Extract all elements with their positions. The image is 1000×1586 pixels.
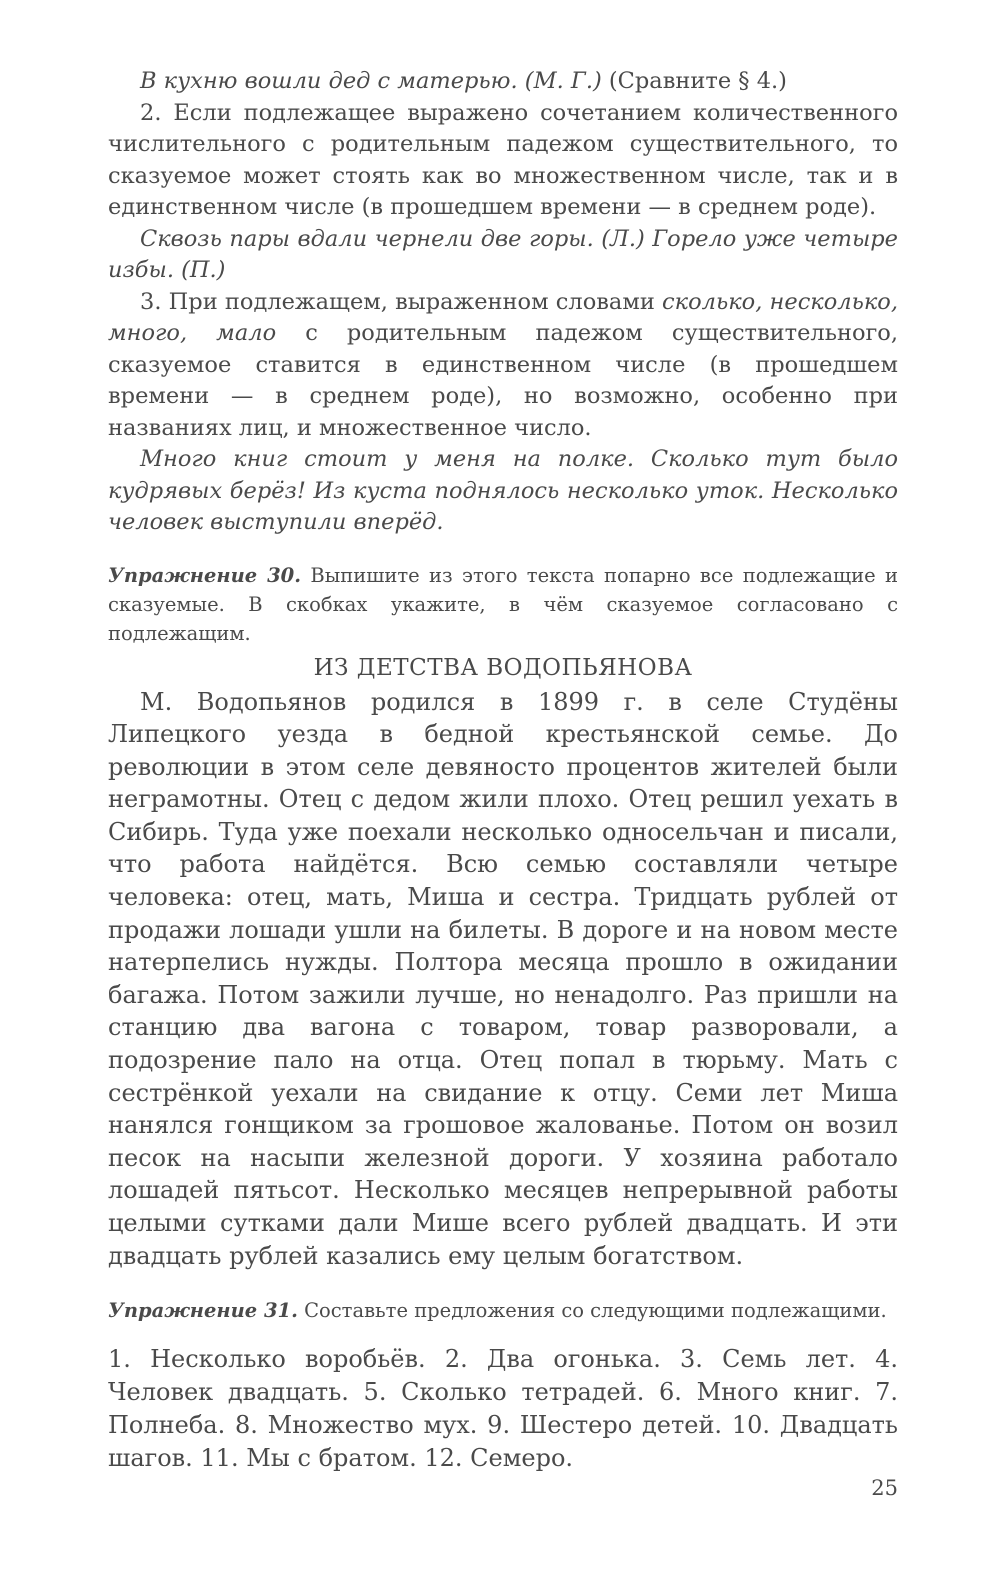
exercise-31-items: 1. Несколько воробьёв. 2. Два огонька. 3. Семь лет. 4. Человек двадцать. 5. Сколько тетрадей. 6. Много книг. 7. Полнеба. 8. Множество мух. 9. Шестеро детей. 10. Двадцать шагов. 11. Мы с братом. 12. Семеро. — [108, 1345, 898, 1473]
rule-3-words: сколько, несколько, много, мало — [108, 288, 898, 346]
example-sentence-2: Сквозь пары вдали чернели две горы. (Л.) Горело уже четыре избы. (П.) — [108, 225, 898, 283]
textbook-page — [108, 66, 898, 1475]
exercise-30 — [108, 561, 898, 648]
example-sentence-3: Много книг стоит у меня на полке. Сколько тут было кудрявых берёз! Из куста поднялось несколько уток. Несколько человек выступили вперёд. — [108, 446, 898, 535]
page-number: 25 — [871, 1476, 898, 1500]
exercise-31-text: Составьте предложения со следующими подлежащими. — [297, 1299, 887, 1323]
story-text: М. Водопьянов родился в 1899 г. в селе Студёны Липецкого уезда в бедной крестьянской семье. До революции в этом селе девяносто процентов жителей были неграмотны. Отец с дедом жили плохо. Отец решил уехать в Сибирь. Туда уже поехали несколько односельчан и писали, что работа найдётся. Всю семью составляли четыре человека: отец, мать, Миша и сестра. Тридцать рублей от продажи лошади ушли на билеты. В дороге и на новом месте натерпелись нужды. Полтора месяца прошло в ожидании багажа. Потом зажили лучше, но ненадолго. Раз пришли на станцию два вагона с товаром, товар разворовали, а подозрение пало на отца. Отец попал в тюрьму. Мать с сестрёнкой уехали на свидание к отцу. Семи лет Миша нанялся гонщиком за грошовое жалованье. Потом он возил песок на насыпи железной дороги. У хозяина работало лошадей пятьсот. Несколько месяцев непрерывной работы целыми сутками дали Мише всего рублей двадцать. И эти двадцать рублей казались ему целым богатством. — [108, 687, 898, 1270]
rule-3-start: 3. При подлежащем, выраженном словами — [140, 288, 663, 315]
rule-3 — [108, 287, 898, 445]
example-1-text: В кухню вошли дед с матерью. (М. Г.) — [140, 68, 602, 94]
exercise-30-text: Выпишите из этого текста попарно все подлежащие и сказуемые. В скобках укажите, в чём сказуемое согласовано с подлежащим. — [108, 563, 898, 645]
exercise-31-label: Упражнение 31. — [108, 1299, 298, 1323]
example-1-reference: (Сравните § 4.) — [608, 68, 787, 94]
story-title: ИЗ ДЕТСТВА ВОДОПЬЯНОВА — [313, 654, 693, 681]
rule-3-end: с родительным падежом существительного, сказуемое ставится в единственном числе (в прошедшем времени — в среднем роде), но возможно, особенно при названиях лиц, и множественное число. — [108, 320, 899, 441]
exercise-31 — [108, 1296, 898, 1325]
rule-2: 2. Если подлежащее выражено сочетанием количественного числительного с родительным падежом существительного, то сказуемое может стоять как во множественном числе, так и в единственном числе (в прошедшем времени — в среднем роде). — [108, 99, 898, 220]
example-sentence-1 — [108, 66, 898, 98]
exercise-30-label: Упражнение 30. — [108, 563, 302, 587]
